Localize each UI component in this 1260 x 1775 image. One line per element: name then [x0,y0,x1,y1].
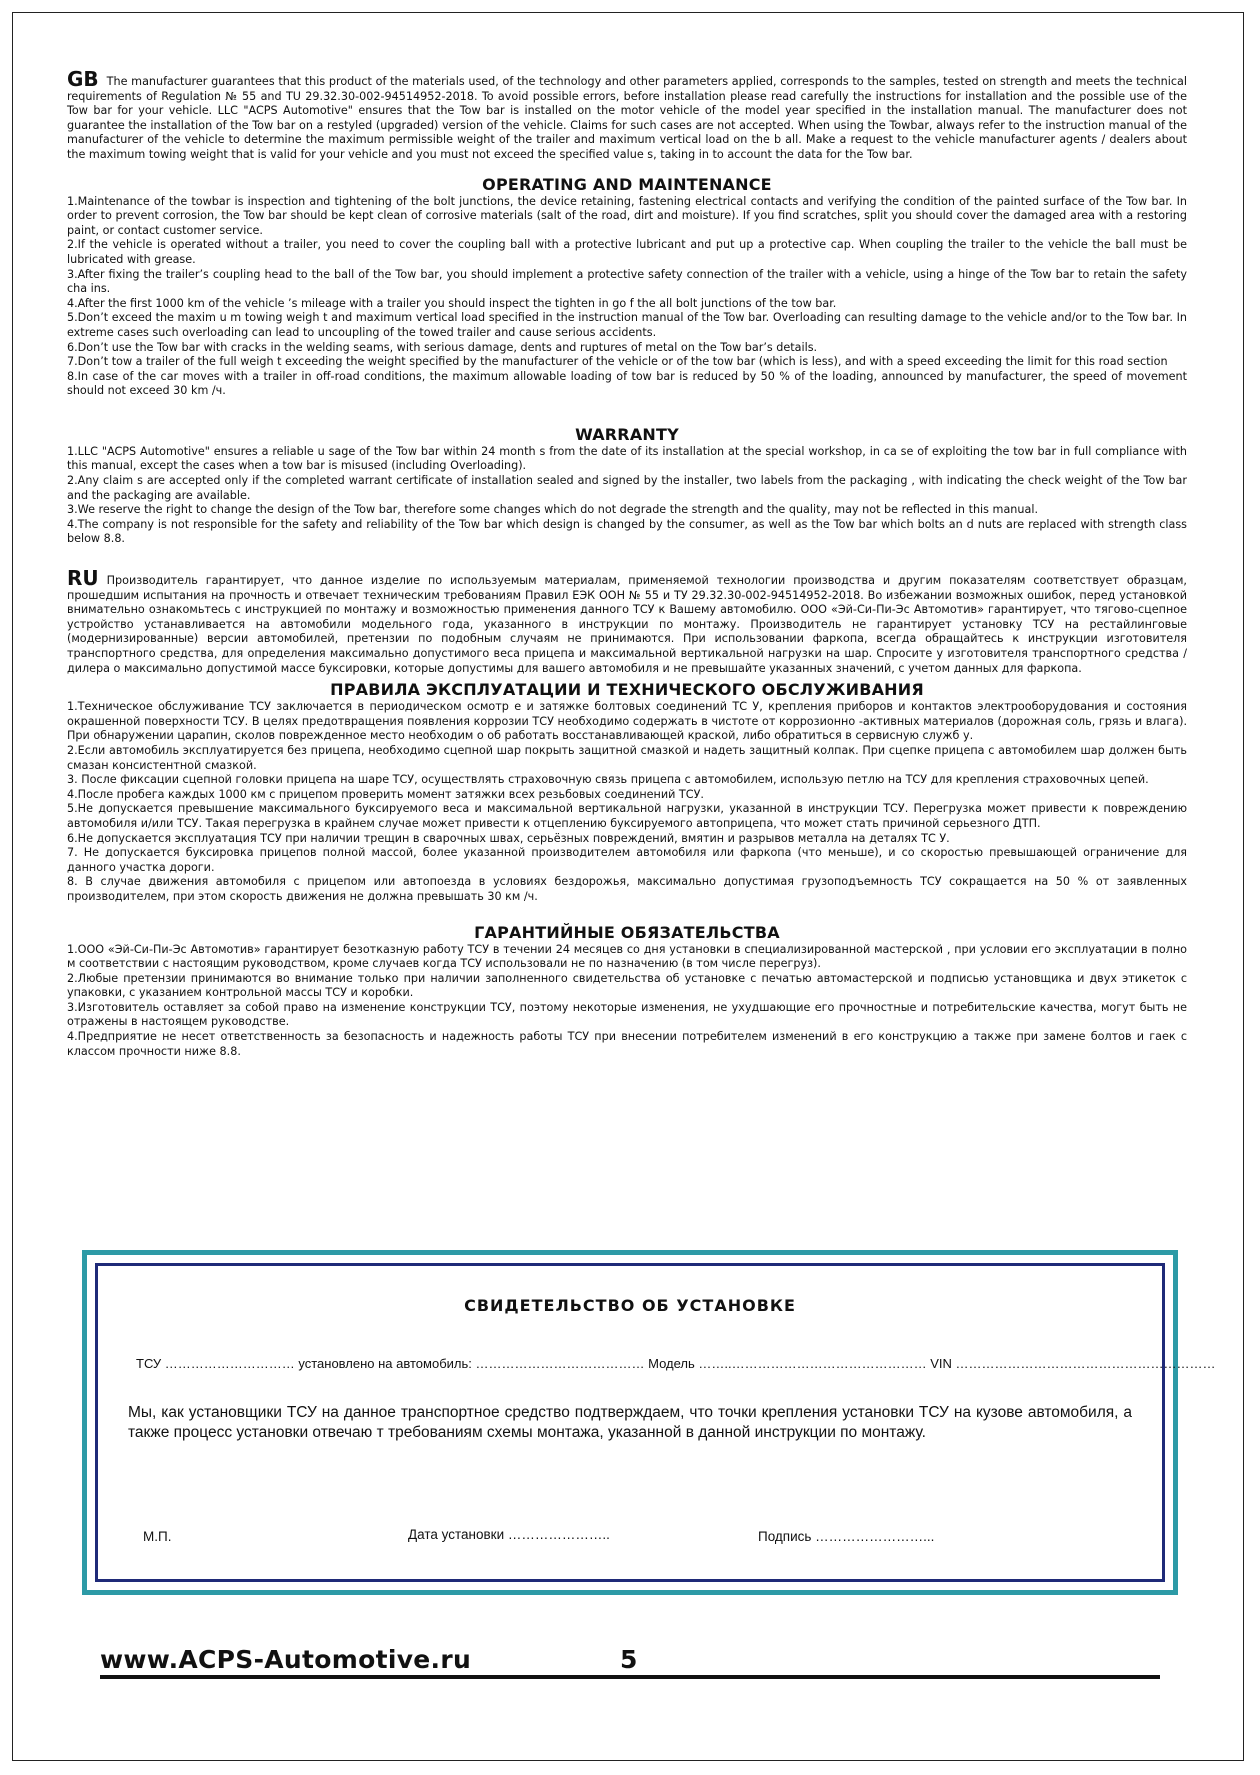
installation-certificate [82,1250,1216,1595]
certificate-title: СВИДЕТЕЛЬСТВО ОБ УСТАНОВКЕ [464,1296,796,1315]
gb-lang-label: GB [67,67,99,91]
ru-operating-item: 2.Если автомобиль эксплуатируется без прицепа, необходимо сцепной шар покрыть защитной смазкой и надеть защитный колпак. При сцепке прицепа с автомобилем шар должен быть смазан консистентной смазкой. [67,743,1187,772]
signature-field[interactable]: Подпись ……………………... [758,1529,935,1544]
gb-intro-text: The manufacturer guarantees that this product of the materials used, of the technology and other parameters applied, corresponds to the samples, tested on strength and meets the technical requirements of Regulation № 55 and TU 29.32.30-002-94514952-2018. To avoid possible errors, before installation please read carefully the instructions for installation and the possible use of the Tow bar for your vehicle. LLC "ACPS Automotive" ensures that the Tow bar is installed on the motor vehicle of the model year specified in the installation manual. The manufacturer does not guarantee the installation of the Tow bar on a restyled (upgraded) version of the vehicle. Claims for such cases are not accepted. When using the Towbar, always refer to the instruction manual of the manufacturer of the vehicle to determine the maximum permissible weight of the trailer and maximum vertical load on the b all. Make a request to the vehicle manufacturer agents / dealers about the maximum towing weight that is valid for your vehicle and you must not exceed the specified value s, taking in to account the data for the Tow bar. [67,75,1187,161]
stamp-label: М.П. [143,1529,172,1544]
ru-operating-item: 3. После фиксации сцепной головки прицепа на шаре ТСУ, осуществлять страховочную связь прицепа с автомобилем, использую петлю на ТСУ для крепления страховочных цепей. [67,773,1149,787]
ru-warranty-item: 1.ООО «Эй-Си-Пи-Эс Автомотив» гарантирует безотказную работу ТСУ в течении 24 месяцев со дня установки в специализированной мастерской , при условии его эксплуатации в полно м соответствии с настоящим руководством, кроме случаев когда ТСУ использовали не по назначению (в том числе перегруз). [67,942,1187,971]
ru-lang-label: RU [67,566,99,591]
ru-warranty-item: 3.Изготовитель оставляет за собой право на изменение конструкции ТСУ, поэтому некоторые изменения, не ухудшающие его прочностные и потребительские качества, могут быть не отражены в настоящем руководстве. [67,1000,1187,1029]
footer-rule [100,1675,1160,1679]
footer-website-link[interactable]: www.ACPS-Automotive.ru [100,1645,472,1674]
ru-operating-item: 1.Техническое обслуживание ТСУ заключается в периодическом осмотр е и затяжке болтовых соединений ТС У, крепления приборов и контактов электрооборудования и состояния окрашенной поверхности ТСУ. В целях предотвращения появления коррозии ТСУ необходимо содержать в чистоте от коррозионно -активных материалов (дорожная соль, грязь и влага). При обнаружении царапин, сколов поврежденное место необходим о об работать восстанавливающей краской, либо обратиться в сервисную служб у. [67,700,1187,743]
gb-operating-title: OPERATING AND MAINTENANCE [482,174,772,194]
gb-operating-item: 2.If the vehicle is operated without a trailer, you need to cover the coupling ball with a protective lubricant and put up a protective cap. When coupling the trailer to the vehicle the ball must be lubricated with grease. [67,238,1187,266]
ru-operating-list [67,700,1187,904]
gb-operating-item: 3.After fixing the trailer’s coupling head to the ball of the Tow bar, you should implement a protective safety connection of the trailer with a vehicle, using a hinge of the Tow bar to retain the safety cha ins. [67,267,1187,296]
ru-intro-text: Производитель гарантирует, что данное изделие по используемым материалам, применяемой технологии производства и другим показателям соответствует образцам, прошедшим испытания на прочность и отвечает техническим требованиям Правил ЕЭК ООН № 55 и ТУ 29.32.30-002-94514952-2018. Во избежании возможных ошибок, перед установкой внимательно ознакомьтесь с инструкцией по монтажу и возможностью применения данного ТСУ к Вашему автомобилю. ООО «Эй-Си-Пи-Эс Автомотив» гарантирует, что тягово-сцепное устройство устанавливается на автомобили модельного года, указанного в инструкции по монтажу. Производитель не гарантирует установку ТСУ на рестайлинговые (модернизированные) версии автомобилей, претензии по подобным случаям не принимаются. При использовании фаркопа, всегда обращайтесь к инструкции изготовителя транспортного средства, для определения максимально допустимого веса прицепа и максимальной вертикальной нагрузки на шар. Спросите у изготовителя транспортного средства / дилера о максимально допустимой массе буксировки, которые допустимы для вашего автомобиля и не превышайте указанных значений, с учетом данных для фаркопа. [67,574,1187,675]
ru-operating-title: ПРАВИЛА ЭКСПЛУАТАЦИИ И ТЕХНИЧЕСКОГО ОБСЛУЖИВАНИЯ [330,680,924,700]
ru-warranty-item: 4.Предприятие не несет ответственность за безопасность и надежность работы ТСУ при внесении потребителем изменений в его конструкцию а также при замене болтов и гаек с классом прочности ниже 8.8. [67,1030,1187,1058]
ru-warranty-list [67,943,1187,1060]
gb-operating-item: 7.Don’t tow a trailer of the full weigh t exceeding the weight specified by the manufacturer of the vehicle or of the tow bar (which is less), and with a speed exceeding the limit for this road section [67,355,1168,369]
certificate-inner-frame [95,1263,1216,1582]
gb-warranty-list [67,445,1187,547]
page-number: 5 [620,1645,638,1674]
gb-warranty-item: 4.The company is not responsible for the safety and reliability of the Tow bar which design is changed by the consumer, as well as the Tow bar which bolts an d nuts are replaced with strength class below 8.8. [67,517,1187,546]
ru-operating-item: 5.Не допускается превышение максимального буксируемого веса и максимальной вертикальной нагрузки, указанной в инструкции ТСУ. Перегрузка может привести к повреждению автомобиля и/или ТСУ. Такая перегрузка в крайнем случае может привести к отцеплению буксируемого автоприцепа, что может стать причиной серьезного ДТП. [67,802,1187,830]
gb-operating-item: 6.Don’t use the Tow bar with cracks in the welding seams, with serious damage, dents and ruptures of metal on the Tow bar’s details. [67,340,818,354]
gb-operating-item: 1.Maintenance of the towbar is inspection and tightening of the bolt junctions, the device retaining, fastening electrical contacts and verifying the condition of the painted surface of the Tow bar. In order to prevent corrosion, the Tow bar should be kept clean of corrosive materials (salt of the road, dirt and moisture). If you find scratches, split you should cover the damaged area with a restoring paint, or contact customer service. [67,194,1187,237]
ru-intro [67,566,1187,676]
ru-operating-item: 7. Не допускается буксировка прицепов полной массой, более указанной производителем автомобиля или фаркопа (что меньше), и со скоростью превышающей ограничение для данного участка дороги. [67,846,1187,874]
gb-warranty-title: WARRANTY [575,424,679,444]
installation-date-field[interactable]: Дата установки ………………….. [408,1527,610,1542]
document-body [67,67,1187,1059]
gb-warranty-item: 1.LLC "ACPS Automotive" ensures a reliable u sage of the Tow bar within 24 month s from the date of its installation at the special workshop, in ca se of exploiting the tow bar in full compliance with this manual, except the cases when a tow bar is misused (including Overloading). [67,444,1187,473]
ru-operating-item: 6.Не допускается эксплуатация ТСУ при наличии трещин в сварочных швах, серьёзных повреждений, вмятин и разрывов металла на деталях ТС У. [67,831,950,845]
certificate-statement: Мы, как установщики ТСУ на данное транспортное средство подтверждаем, что точки крепления установки ТСУ на кузове автомобиля, а также процесс установки отвечаю т требованиям схемы монтажа, указанной в данной инструкции по монтажу. [128,1404,1132,1441]
ru-operating-item: 8. В случае движения автомобиля с прицепом или автопоезда в условиях бездорожья, максимально допустимая грузоподъемность ТСУ сокращается на 50 % от заявленных производителем, при этом скорость движения не должна превышать 30 км /ч. [67,875,1187,903]
gb-operating-item: 5.Don’t exceed the maxim u m towing weigh t and maximum vertical load specified in the instruction manual of the Tow bar. Overloading can resulting damage to the vehicle and/or to the Tow bar. In extreme cases such overloading can lead to uncoupling of the towed trailer and cause serious accidents. [67,311,1187,339]
gb-warranty-item: 3.We reserve the right to change the design of the Tow bar, therefore some changes which do not degrade the strength and the quality, may not be reflected in this manual. [67,503,1039,517]
ru-operating-item: 4.После пробега каждых 1000 км с прицепом проверить момент затяжки всех резьбовых соединений ТСУ. [67,787,704,801]
gb-operating-list [67,195,1187,399]
gb-warranty-item: 2.Any claim s are accepted only if the completed warrant certificate of installation sealed and signed by the installer, two labels from the packaging , with indicating the check weight of the Tow bar and the packaging are available. [67,474,1187,502]
certificate-fill-line[interactable]: ТСУ ………………………… установлено на автомобиль: ………………………………… Модель ……..……………………………………… VIN …………………………………………………… [136,1356,1216,1371]
gb-operating-item: 4.After the first 1000 km of the vehicle ’s mileage with a trailer you should inspect the tighten in go f the all bolt junctions of the tow bar. [67,296,837,310]
ru-warranty-title: ГАРАНТИЙНЫЕ ОБЯЗАТЕЛЬСТВА [474,922,780,942]
gb-operating-item: 8.In case of the car moves with a trailer in off-road conditions, the maximum allowable loading of tow bar is reduced by 50 % of the loading, announced by manufacturer, the speed of movement should not exceed 30 km /ч. [67,369,1187,398]
ru-warranty-item: 2.Любые претензии принимаются во внимание только при наличии заполненного свидетельства об установке с печатью автомастерской и подписью установщика и двух этикеток с упаковки, с указанием контрольной массы ТСУ и коробки. [67,971,1187,1000]
gb-intro [67,67,1187,163]
